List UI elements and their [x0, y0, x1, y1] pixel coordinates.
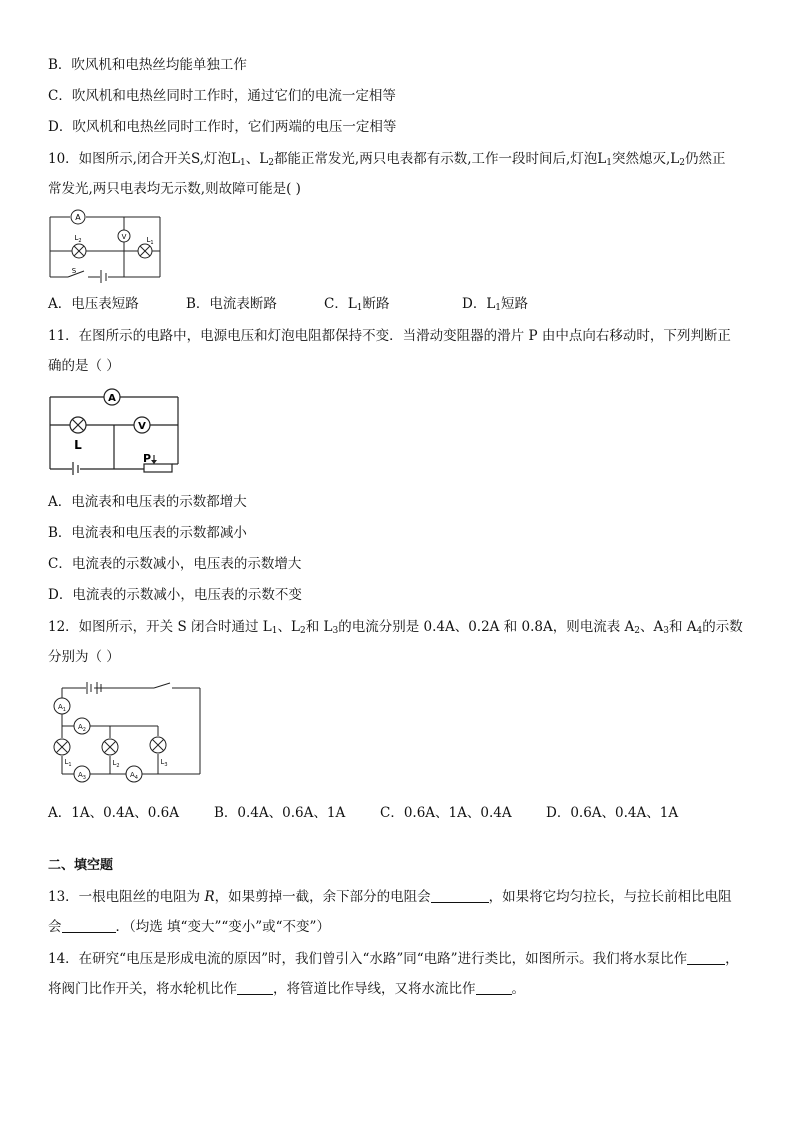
q10-options [48, 295, 528, 313]
q10-lamp-right [138, 236, 154, 258]
q11-stem-line2: 确的是（ ） [48, 358, 120, 374]
q12-lamp-l1 [54, 739, 72, 768]
q11-circuit-diagram [44, 387, 184, 475]
q10-option-d: D．$L_1$短路 [462, 296, 529, 313]
q12-options [48, 804, 678, 822]
q11-rheostat [143, 452, 172, 472]
q10-switch-label: S [71, 267, 77, 275]
svg-text:A: A [108, 393, 116, 404]
svg-text:V: V [138, 421, 146, 432]
q12-option-c: C．0.6A、1A、0.4A [380, 805, 512, 821]
q12-stem-line2: 分别为（ ） [48, 649, 120, 665]
q11-option-d: D．电流表的示数减小，电压表的示数不变 [48, 587, 302, 603]
q10-voltmeter [118, 230, 130, 242]
q11-stem-line1: 11．在图所示的电路中，电源电压和灯泡电阻都保持不变．当滑动变阻器的滑片 P 由中点向右移动时，下列判断正 [48, 328, 731, 344]
section-heading-fill-in: 二、填空题 [48, 858, 114, 873]
q10-stem-line1: 10．如图所示,闭合开关S,灯泡$L_1$、$L_2$都能正常发光,两只电表都有示数,工作一段时间后,灯泡$L_1$突然熄灭$,L_2$仍然正 [48, 151, 726, 168]
q14-stem-line2: 将阀门比作开关，将水轮机比作 ，将管道比作导线，又将水流比作 。 [48, 981, 525, 997]
svg-text:A4: $A_4$ [130, 771, 138, 781]
q12-option-b: B．0.4A、0.6A、1A [214, 805, 346, 821]
q11-option-c: C．电流表的示数减小，电压表的示数增大 [48, 556, 302, 572]
q10-option-a: A．电压表短路 [48, 296, 139, 312]
svg-text:L1: $L_1$ [146, 236, 154, 246]
svg-text:L3: $L_3$ [160, 758, 168, 768]
q10-ammeter [71, 210, 85, 224]
q12-ammeter-a3 [74, 766, 90, 782]
q12-lamp-l3 [150, 737, 168, 768]
q12-option-a: A．1A、0.4A、0.6A [48, 805, 180, 821]
q12-option-d: D．0.6A、0.4A、1A [546, 805, 679, 821]
q10-option-b: B．电流表断路 [186, 296, 277, 312]
q13-stem-line1: 13．一根电阻丝的电阻为 R，如果剪掉一截，余下部分的电阻会 ，如果将它均匀拉长，与拉长前相比电阻 [48, 889, 732, 905]
q13-blank-2[interactable] [62, 918, 116, 933]
svg-text:L1: $L_1$ [64, 758, 72, 768]
q10-circuit-diagram [44, 207, 164, 283]
svg-text:P: P [142, 452, 152, 465]
q11-lamp [70, 417, 86, 452]
q11-option-b: B．电流表和电压表的示数都减小 [48, 525, 247, 541]
q12-stem-line1: 12．如图所示，开关 S 闭合时通过 $L_1$、$L_2$和 $L_3$的电流分别是 0.4A、0.2A 和 0.8A，则电流表 $A_2$、$A_3$和 $A_4$的示数 [48, 619, 743, 636]
q14-stem-line1: 14．在研究“电压是形成电流的原因”时，我们曾引入“水路”同“电路”进行类比，如图所示。我们将水泵比作 ， [48, 951, 739, 967]
q12-ammeter-a2 [74, 718, 90, 734]
svg-text:L2: $L_2$ [74, 234, 82, 244]
q10-option-c: C．$L_1$断路 [324, 296, 390, 313]
svg-text:L: L [74, 438, 82, 452]
q9-option-c: C．吹风机和电热丝同时工作时，通过它们的电流一定相等 [48, 88, 396, 104]
q14-blank-1[interactable] [687, 950, 725, 965]
svg-text:A1: $A_1$ [58, 703, 66, 713]
q10-stem-line2: 常发光,两只电表均无示数,则故障可能是( ) [48, 181, 301, 197]
q13-blank-1[interactable] [431, 888, 489, 903]
q12-ammeter-a1 [54, 698, 70, 714]
q10-lamp-left [72, 234, 86, 258]
svg-text:A: A [75, 213, 81, 222]
q12-lamp-l2 [102, 739, 120, 769]
q12-circuit-diagram [46, 680, 206, 784]
q11-voltmeter [134, 417, 150, 433]
q13-stem-line2: 会 ．（均选 填“变大”“变小”或“不变”） [48, 919, 330, 935]
svg-text:L2: $L_2$ [112, 759, 120, 769]
q9-option-b: B．吹风机和电热丝均能单独工作 [48, 57, 247, 73]
svg-text:A2: $A_2$ [78, 723, 86, 733]
q12-ammeter-a4 [126, 766, 142, 782]
q9-option-d: D．吹风机和电热丝同时工作时，它们两端的电压一定相等 [48, 119, 397, 135]
q14-blank-3[interactable] [476, 980, 512, 995]
svg-text:A3: $A_3$ [78, 771, 86, 781]
q14-blank-2[interactable] [237, 980, 273, 995]
svg-text:V: V [121, 233, 127, 241]
q11-option-a: A．电流表和电压表的示数都增大 [48, 494, 247, 510]
q11-ammeter [104, 389, 120, 405]
